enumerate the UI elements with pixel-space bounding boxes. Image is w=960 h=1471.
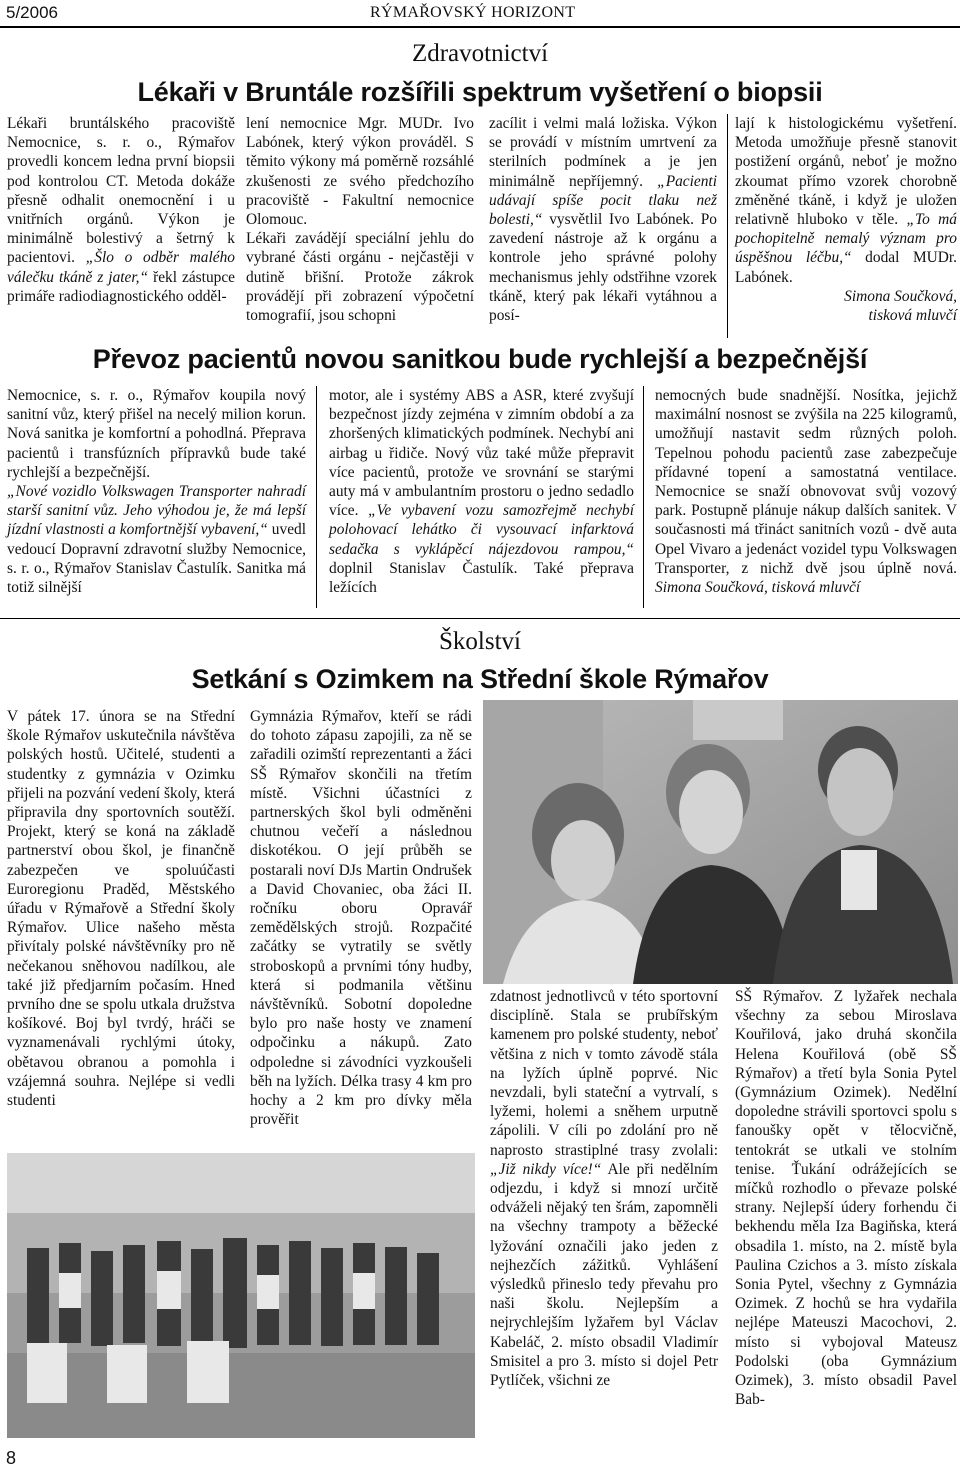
- article1-text: vysvětlil Ivo Labónek. Po zavedení nástroje až k orgánu a kontrole jeho správné polohy mechanismus jehly odstřihne vzorek tkáně, který pak lékaři vytáhnou a posí-: [489, 211, 717, 325]
- column-divider: [643, 386, 644, 608]
- header-rule: [0, 26, 960, 28]
- article1-column-3: [489, 114, 717, 325]
- article3-text: Ale při nedělním odjezdu, i když si mnozí určitě odváželi nějaký ten šrám, zapomněli na všechny trampoty a běžecké lyžování označili jako jeden z nejhezčích zážitků. Vyhlášení výsledků přineslo tedy převahu pro naši školu. Nejlepším a nejrychlejším lyžařem byl Václav Kabeláč, 2. místo obsadil Vladimír Smisitel a pro 3. místo si dojel Petr Pytlíček, všichni ze: [490, 1160, 718, 1390]
- article1-paragraph: lení nemocnice Mgr. MUDr. Ivo Labónek, který výkon prováděl. S těmito výkony má poměrně rozsáhlé zkušenosti ze svého předchozího pracoviště - Fakultní nemocnice Olomouc.: [246, 115, 474, 229]
- section-rule: [0, 618, 960, 619]
- newspaper-title: RÝMAŘOVSKÝ HORIZONT: [370, 4, 576, 21]
- article1-text: zacílit i velmi malá ložiska. Výkon se provádí v místním umrtvení za sterilních podmínek a je jen minimálně nepříjemný.: [489, 115, 717, 190]
- article3-column-3: [490, 987, 718, 1390]
- section-title-education: Školství: [439, 628, 521, 655]
- article3-paragraph: Gymnázia Rýmařov, kteří se rádi do tohoto zápasu zapojili, za ně se zařadili ozimští reprezentanti a žáci SŠ Rýmařov skončili na třetím místě. Všichni účastníci z partnerských škol byli odměněni chutnou večeří a následnou diskotékou. O její průběh se postarali noví DJs Martin Ondrušek a David Chovaniec, oba žáci II. ročníku oboru Opravář zemědělských strojů. Rozpačité začátky se vytratily se světly stroboskopů a prvními tóny hudby, která si podmanila většinu návštěvníků. Sobotní dopoledne bylo pro naše hosty ve znamení odpočinku a nákupů. Zato odpoledne si závodníci vyzkoušeli běh na lyžích. Délka trasy 4 km pro hochy a 2 km pro dívky měla prověřit: [250, 708, 472, 1129]
- article1-column-2: [246, 114, 474, 325]
- article2-column-2: [329, 386, 634, 597]
- article1-text: lají k histologickému vyšetření. Metoda umožňuje přesně stanovit postižení orgánů, neboť je možno zkoumat přímo vzorek chorobně změněné tkáně, i když je uložen relativně hluboko v těle.: [735, 115, 957, 229]
- basketball-teams-photo-graphic: [7, 1153, 475, 1438]
- page-number: 8: [6, 1448, 17, 1468]
- students-photo-graphic: [483, 700, 958, 984]
- article2-quote: „Nové vozidlo Volkswagen Transporter nahradí starší sanitní vůz. Jeho výhodou je, že má lepší jízdní vlastnosti a komfortnější vybavení,“: [7, 483, 306, 539]
- article1-paragraph: Lékaři zavádějí speciální jehlu do vybrané části orgánu - nejčastěji v dutině břišní. Protože zákrok provádějí při zobrazení výpočetní tomografií, jsou schopni: [246, 230, 474, 325]
- article1-column-4: [735, 114, 957, 325]
- article3-paragraph: V pátek 17. února se na Střední škole Rýmařov uskutečnila návštěva polských hostů. Učitelé, studenti a studentky z gymnázia v Ozimku přijeli na pozvání vedení školy, která připravila dny sportovních soutěží. Projekt, který se koná na základě partnerství obou škol, je finančně zabezpečen ve spoluúčasti Euroregionu Praděd, Městského úřadu v Rýmařově a Střední školy Rýmařov. Ulice našeho města přivítaly polské návštěvníky pro ně nečekanou sněhovou nadílkou, ale také již předjarním počasím. Hned prvního dne se spolu utkala družstva košíkové. Boj byl tvrdý, hráči se vyznamenávali rychlými útoky, obětavou obranou a pomohla i vzájemná souhra. Nejlépe si vedli studenti: [7, 708, 235, 1110]
- article1-quote: „Šlo o odběr malého válečku tkáně z jater,“: [7, 249, 235, 286]
- article2-signature: Simona Součková, tisková mluvčí: [655, 579, 861, 597]
- article2-text: uvedl vedoucí Dopravní zdravotní služby Nemocnice, s. r. o., Rýmařov Stanislav Častulík. Sanitka má totiž silnější: [7, 521, 306, 597]
- column-divider: [316, 386, 317, 608]
- article2-text: doplnil Stanislav Častulík. Také přeprava ležících: [329, 559, 634, 597]
- students-photo: [483, 700, 958, 984]
- article1-text: řekl zástupce primáře radiodiagnostického odděl-: [7, 268, 236, 305]
- section-title-health: Zdravotnictví: [411, 40, 549, 67]
- article1-signature-name: Simona Součková,: [844, 287, 957, 305]
- article3-column-1: [7, 707, 235, 1110]
- article2-text: motor, ale i systémy ABS a ASR, které zvyšují bezpečnost jízdy zejména v zimním období a za zhoršených klimatických podmínek. Nechybí ani airbag u řidiče. Nový vůz také může přepravit více pacientů, protože ve srovnání se starými auty má v ambulantním prostoru o jedno sedadlo více.: [329, 387, 634, 520]
- article3-column-4: [735, 987, 957, 1409]
- basketball-teams-photo: [7, 1153, 475, 1438]
- page-header: [0, 0, 960, 26]
- headline-ozimek: Setkání s Ozimkem na Střední škole Rýmařov: [191, 664, 769, 694]
- article2-quote: „Ve vybavení vozu samozřejmě nechybí polohovací lehátko či vysouvací infarktová sedačka s vyklápěcí nájezdovou rampou,“: [329, 502, 634, 558]
- article1-text: dodal MUDr. Labónek.: [735, 249, 957, 286]
- article1-quote: „Pacienti udávají spíše pocit tlaku než bolesti,“: [489, 172, 717, 229]
- article2-text: Nemocnice, s. r. o., Rýmařov koupila nový sanitní vůz, který přišel na necelý milion korun. Nová sanitka je komfortní a pohodlná. Přeprava pacientů i transfúzních přípravků bude také rychlejší a bezpečnější.: [7, 387, 306, 481]
- headline-biopsy: Lékaři v Bruntále rozšířili spektrum vyšetření o biopsii: [137, 77, 823, 107]
- article3-text: zdatnost jednotlivců v této sportovní disciplíně. Stala se prubířským kamenem pro polské studenty, neboť většina z nich v tomto závodě stála na lyžích úplně poprvé. Nic nevzdali, byli stateční a vytrvalí, s lyžemi, holemi a sněhem urputně zápolili. V cíli po zdolání pro ně naprosto strastiplné trasy zvolali:: [490, 988, 718, 1159]
- headline-ambulance: Převoz pacientů novou sanitkou bude rychlejší a bezpečnější: [92, 344, 868, 374]
- article2-column-3: [655, 386, 957, 597]
- issue-number: 5/2006: [6, 3, 58, 22]
- article2-text: nemocných bude snadnější. Nosítka, jejichž maximální nosnost se zvýšila na 225 kilogramů, umožňují nastavit sedm různých poloh. Tepelnou pohodu pacientů zase zabezpečuje přídavné topení a samostatná ventilace. Nemocnice se snaží obnovovat svůj vozový park. Postupně plánuje nákup dalších sanitek. V současnosti má třináct sanitních vozů - dvě auta Opel Vivaro a jedenáct vozidel typu Volkswagen Transporter, z nichž dvě jsou úplně nová.: [655, 387, 957, 577]
- article1-column-1: [7, 114, 235, 306]
- column-divider: [727, 114, 728, 338]
- article1-signature-role: tisková mluvčí: [868, 307, 957, 325]
- article1-text: Lékaři bruntálského pracoviště Nemocnice, s. r. o., Rýmařov provedli koncem ledna první biopsii pod kontrolou CT. Metoda dokáže přesně odhalit onemocnění i u vnitřních orgánů. Výkon je minimálně bolestivý a šetrný k pacientovi.: [7, 115, 235, 267]
- article1-quote: „To má pochopitelně nemalý význam pro úspěšnou léčbu,“: [735, 211, 957, 267]
- article3-paragraph: SŠ Rýmařov. Z lyžařek nechala všechny za sebou Miroslava Kouřilová, jako druhá skončila Helena Kouřilová (obě SŠ Rýmařov) a třetí byla Sonia Pytel (Gymnázium Ozimek). Nedělní dopoledne strávili sportovci spolu s fanoušky opět v tělocvičně, tentokrát se utkali ve stolním tenise. Ťukání odrážejících se míčků rozhodlo o převaze polské strany. Nejlepší údery forhendu či bekhendu měla Iza Bagiňska, která obsadila 1. místo, na 2. místě byla Paulina Czichos a 3. místo získala Sonia Pytel, všechny z Gymnázia Ozimek. Z hochů se hra vydařila nejlépe Mateuszi Macochovi, 2. místo si vybojoval Mateusz Podolski (oba Gymnázium Ozimek), 3. místo obsadil Pavel Bab-: [735, 988, 957, 1409]
- article3-quote: „Již nikdy více!“: [490, 1160, 602, 1178]
- article2-column-1: [7, 386, 306, 597]
- article3-column-2: [250, 707, 472, 1129]
